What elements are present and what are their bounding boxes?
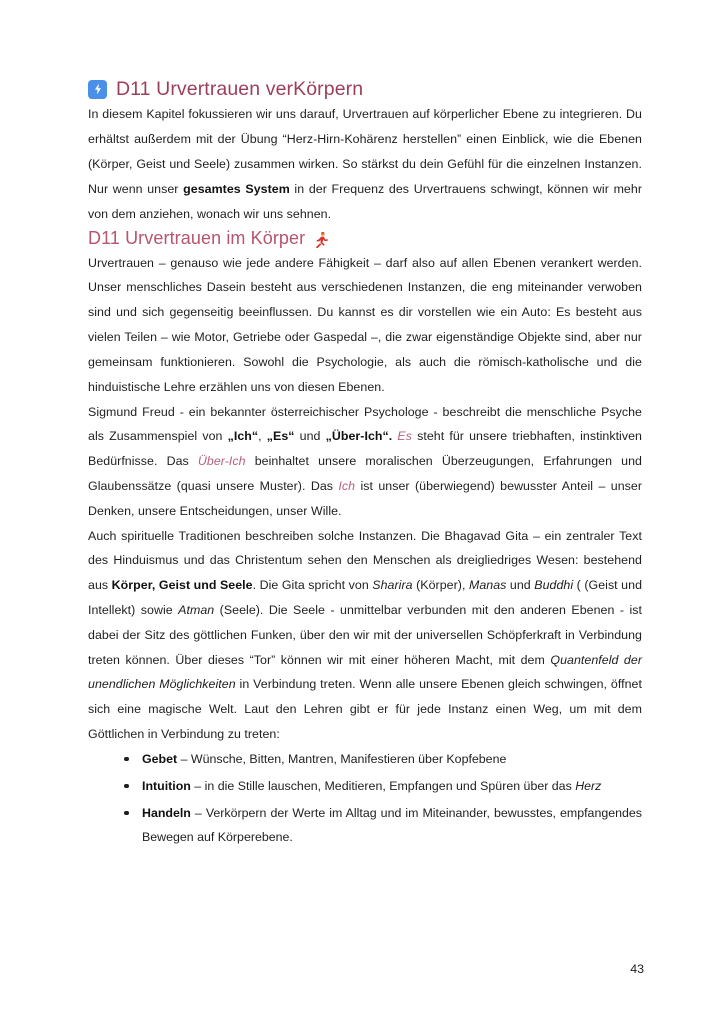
spirit-italic-buddhi: Buddhi bbox=[534, 578, 574, 593]
practices-list bbox=[88, 747, 642, 850]
page-content bbox=[88, 76, 642, 850]
list-item-term: Intuition bbox=[142, 778, 191, 793]
spirit-italic-sharira: Sharira bbox=[372, 578, 413, 593]
freud-pink-ueber-ich: Über-Ich bbox=[197, 454, 246, 469]
intro-paragraph bbox=[88, 102, 642, 226]
spirit-text-part-7: in Verbindung treten. Wenn alle unsere Ebenen gleich schwingen, öffnet sich eine magische Welt. Laut den Lehren gibt er für jede Instanz einen Weg, um mit dem Göttlichen in Verbindung zu treten: bbox=[88, 677, 642, 742]
section-heading-1 bbox=[88, 76, 642, 102]
list-item bbox=[124, 747, 642, 772]
spirit-bold-koerper-geist-seele: Körper, Geist und Seele bbox=[111, 578, 253, 593]
spirit-text-part-6: (Seele). Die Seele - unmittelbar verbunden mit den anderen Ebenen - ist dabei der Sitz des göttlichen Funken, über den wir mit der universellen Schöpferkraft in Verbindung treten können. Über dieses “Tor” können wir mit einer höheren Macht, mit dem bbox=[88, 603, 642, 667]
spirit-text-part-1: Auch spirituelle Traditionen beschreiben solche Instanzen. Die Bhagavad Gita – ein zentraler Text des Hinduismus und das Christentum sehen den Menschen als dreigliedriges Wesen: bestehend aus bbox=[88, 528, 642, 593]
spirit-text-part-4: und bbox=[506, 578, 535, 593]
spirit-text-part-5: ( (Geist und Intellekt) sowie bbox=[88, 578, 643, 618]
page-number: 43 bbox=[630, 962, 644, 976]
paragraph-spirituell bbox=[88, 524, 642, 747]
paragraph-ebenen: Urvertrauen – genauso wie jede andere Fähigkeit – darf also auf allen Ebenen verankert werden. Unser menschliches Dasein besteht aus verschiedenen Instanzen, die eng miteinander verwoben sind und sich gegenseitig beeinflussen. Du kannst es dir vorstellen wie ein Auto: Es besteht aus vielen Teilen – wie Motor, Getriebe oder Gaspedal –, die zwar eigenständige Objekte sind, aber nur gemeinsam funktionieren. Sowohl die Psychologie, als auch die römisch-katholische und die hinduistische Lehre erzählen uns von diesen Ebenen. bbox=[88, 255, 642, 394]
section-heading-2-label: D11 Urvertrauen im Körper bbox=[88, 228, 306, 249]
spirit-italic-manas: Manas bbox=[468, 578, 507, 593]
list-item-text: – in die Stille lauschen, Meditieren, Empfangen und Spüren über das bbox=[190, 778, 576, 793]
high-voltage-icon bbox=[88, 80, 107, 99]
intro-text-part-1: In diesem Kapitel fokussieren wir uns darauf, Urvertrauen auf körperlicher Ebene zu integrieren. Du erhältst außerdem mit der Übung “Herz-Hirn-Kohärenz herstellen” einen Einblick, wie die Ebenen (Körper, Geist und Seele) zusammen wirken. So stärkst du dein Gefühl für die einzelnen Instanzen. Nur wenn unser bbox=[88, 107, 642, 196]
section-heading-2 bbox=[88, 226, 642, 250]
list-item-text: – Verkörpern der Werte im Alltag und im Miteinander, bewusstes, empfangendes Bewegen auf Körperebene. bbox=[142, 805, 642, 845]
section-heading-1-label: D11 Urvertrauen verKörpern bbox=[116, 78, 364, 100]
freud-bold-es: „Es“ bbox=[266, 429, 295, 444]
dancer-icon bbox=[312, 231, 330, 249]
freud-pink-es: Es bbox=[397, 429, 412, 444]
freud-pink-ich: Ich bbox=[338, 478, 356, 493]
freud-text-part-6: beinhaltet unsere moralischen Überzeugungen, Erfahrungen und Glaubenssätze (quasi unsere Muster). Das bbox=[88, 454, 642, 493]
list-item-text: – Wünsche, Bitten, Mantren, Manifestieren über Kopfebene bbox=[177, 751, 507, 766]
spirit-text-part-3: (Körper), bbox=[412, 578, 469, 593]
list-item bbox=[124, 801, 642, 851]
spirit-italic-atman: Atman bbox=[178, 603, 215, 618]
list-item-italic: Herz bbox=[575, 778, 602, 793]
freud-bold-ueber-ich: „Über-Ich“. bbox=[325, 429, 393, 444]
freud-bold-ich: „Ich“ bbox=[227, 429, 259, 444]
spirit-text-part-2: . Die Gita spricht von bbox=[252, 578, 373, 593]
freud-text-part-2: , bbox=[258, 429, 267, 444]
freud-text-part-7: ist unser (überwiegend) bewusster Anteil – unser Denken, unsere Entscheidungen, unser Wille. bbox=[88, 478, 642, 518]
intro-text-part-2: in der Frequenz des Urvertrauens schwingt, können wir mehr von dem anziehen, wonach wir uns sehnen. bbox=[88, 181, 642, 221]
freud-text-part-3: und bbox=[294, 429, 326, 444]
list-item-term: Handeln bbox=[142, 805, 191, 820]
freud-text-part-1: Sigmund Freud - ein bekannter österreichischer Psychologe - beschreibt die menschliche Psyche als Zusammenspiel von bbox=[88, 404, 642, 444]
list-item-term: Gebet bbox=[142, 751, 178, 766]
freud-text-part-5: steht für unsere triebhaften, instinktiven Bedürfnisse. Das bbox=[88, 429, 642, 469]
list-item bbox=[124, 774, 642, 799]
intro-bold-gesamtes-system: gesamtes System bbox=[183, 181, 290, 196]
spirit-italic-quantenfeld: Quantenfeld der unendlichen Möglichkeiten bbox=[88, 652, 642, 692]
paragraph-freud bbox=[88, 400, 642, 524]
